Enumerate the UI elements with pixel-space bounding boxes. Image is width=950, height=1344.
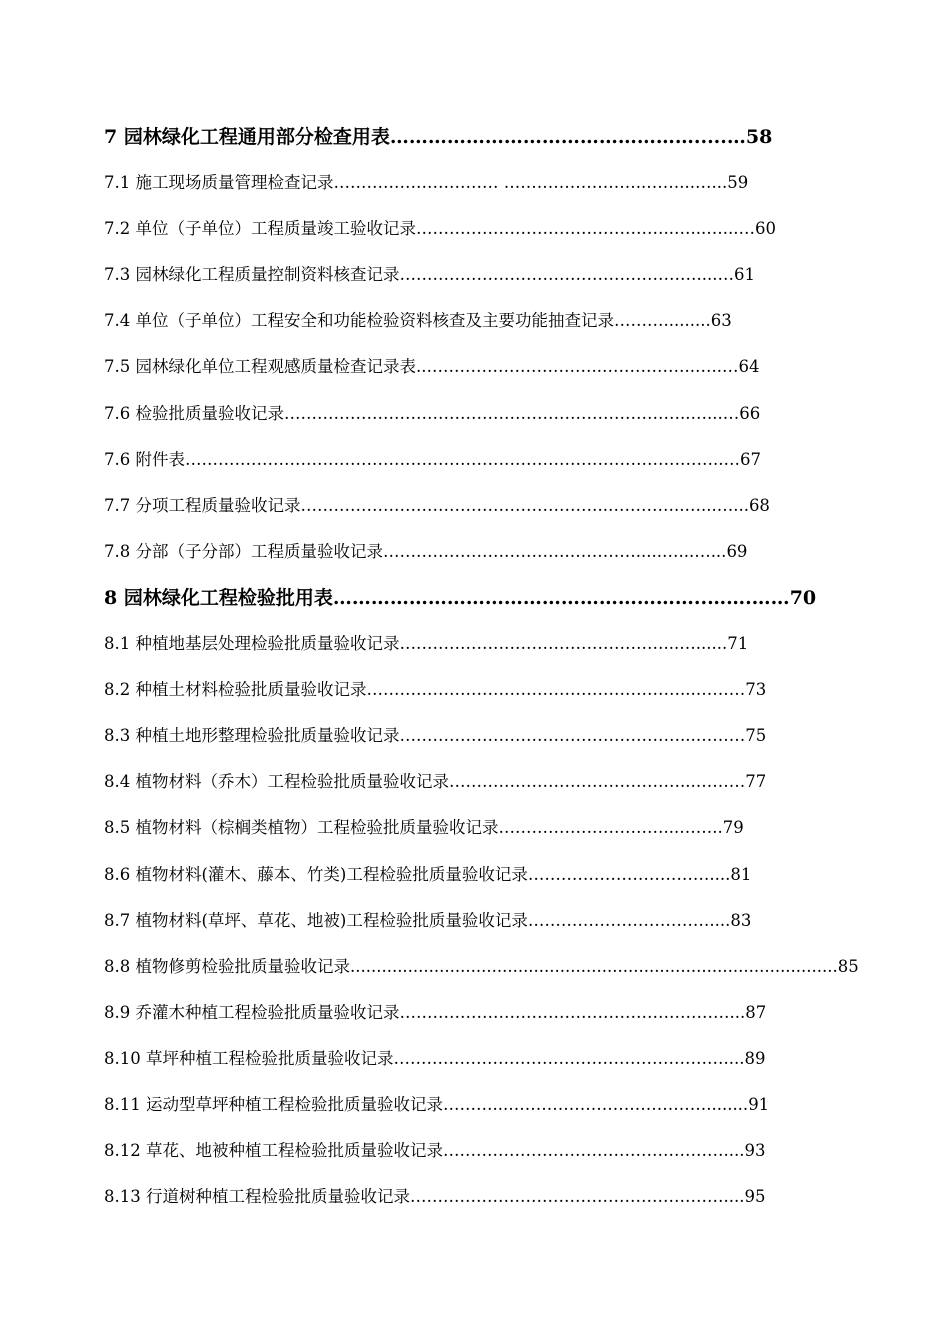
- toc-entry-text: 7.6 附件表……………………………………………………………………………………..…: [104, 449, 740, 469]
- toc-page-number: 63: [710, 311, 732, 331]
- toc-section-8-4[interactable]: [104, 762, 824, 808]
- toc-entry-text: 8.4 植物材料（乔木）工程检验批质量验收记录……………………………………...………: [104, 772, 746, 792]
- toc-page-number: 64: [738, 357, 760, 377]
- toc-page-number: 70: [789, 586, 817, 609]
- toc-section-7-2[interactable]: [104, 209, 824, 255]
- toc-section-8-12[interactable]: [104, 1131, 824, 1177]
- toc-page-number: 79: [722, 818, 744, 838]
- toc-page-number: 93: [744, 1141, 766, 1161]
- toc-entry-text: 7.1 施工现场质量管理检查记录………………………… ……………………..……...…...: [104, 173, 728, 193]
- toc-page-number: 89: [744, 1048, 766, 1068]
- toc-entry-text: 7.5 园林绿化单位工程观感质量检查记录表..…………………………..……………..…..…: [104, 357, 739, 377]
- toc-page-number: 87: [745, 1002, 767, 1022]
- toc-entry-text: 7.6 检验批质量验收记录………………………………………………………………..…...…: [104, 403, 740, 423]
- toc-entry-text: 8.11 运动型草坪种植工程检验批质量验收记录………...………………………………........: [104, 1094, 749, 1114]
- toc-section-8-9[interactable]: [104, 993, 824, 1039]
- toc-page-number: 85: [837, 956, 859, 976]
- toc-page-number: 69: [726, 541, 748, 561]
- toc-entry-text: 7.7 分项工程质量验收记录………………………………………………..…………..…...…...: [104, 495, 749, 515]
- toc-section-7-5[interactable]: [104, 347, 824, 393]
- toc-section-7-4[interactable]: [104, 301, 824, 347]
- toc-section-7-6-appendix[interactable]: [104, 440, 824, 486]
- toc-entry-text: 8.10 草坪种植工程检验批质量验收记录……………………………………………………....: [104, 1048, 745, 1068]
- toc-section-8-2[interactable]: [104, 670, 824, 716]
- toc-entry-text: 7.4 单位（子单位）工程安全和功能检验资料核查及主要功能抽查记录……….........: [104, 311, 711, 331]
- table-of-contents: [104, 117, 859, 1223]
- toc-section-8-11[interactable]: [104, 1085, 824, 1131]
- toc-section-8-13[interactable]: [104, 1177, 824, 1223]
- toc-entry-text: 7.3 园林绿化工程质量控制资料核查记录………………………………………………....…: [104, 265, 734, 285]
- toc-entry-text: 8.13 行道树种植工程检验批质量验收记录…………………………………………………....: [104, 1187, 745, 1207]
- toc-entry-text: 7 园林绿化工程通用部分检查用表………………………………………….....…: [104, 126, 746, 148]
- toc-entry-text: 8.12 草花、地被种植工程检验批质量验收记录……………………………………………....: [104, 1141, 745, 1161]
- toc-entry-text: 8.1 种植地基层处理检验批质量验收记录…………………………………………...…......: [104, 634, 728, 654]
- toc-section-8-8[interactable]: [104, 947, 859, 993]
- toc-page-number: 68: [748, 495, 770, 515]
- toc-entry-text: 8.8 植物修剪检验批质量验收记录.............................................................................................: [104, 956, 838, 976]
- toc-page-number: 60: [754, 219, 776, 239]
- toc-section-7-1[interactable]: [104, 163, 824, 209]
- toc-entry-text: 8 园林绿化工程检验批用表…………………………………………………..…….……: [104, 586, 790, 609]
- toc-page-number: 83: [730, 910, 752, 930]
- toc-entry-text: 8.2 种植土材料检验批质量验收记录…………………………………………………...………: [104, 680, 746, 700]
- toc-entry-text: 8.7 植物材料(草坪、草花、地被)工程检验批质量验收记录……………………………....: [104, 910, 731, 930]
- toc-entry-text: 7.2 单位（子单位）工程质量竣工验收记录………………………………………..…...…...…: [104, 219, 755, 239]
- toc-entry-text: 8.9 乔灌木种植工程检验批质量验收记录……………………………………………………...: [104, 1002, 746, 1022]
- toc-section-7-3[interactable]: [104, 255, 824, 301]
- toc-section-7-8[interactable]: [104, 532, 824, 578]
- toc-section-7-7[interactable]: [104, 486, 824, 532]
- toc-page-number: 59: [727, 173, 749, 193]
- toc-page-number: 66: [739, 403, 761, 423]
- toc-entry-text: 8.6 植物材料(灌木、藤本、竹类)工程检验批质量验收记录……………………………....: [104, 864, 731, 884]
- toc-chapter-7[interactable]: [104, 117, 824, 163]
- toc-section-8-1[interactable]: [104, 624, 824, 670]
- toc-page-number: 91: [748, 1094, 770, 1114]
- toc-section-8-3[interactable]: [104, 716, 824, 762]
- toc-page-number: 61: [733, 265, 755, 285]
- toc-entry-text: 8.5 植物材料（棕榈类植物）工程检验批质量验收记录…………………………...……..: [104, 818, 723, 838]
- toc-page-number: 71: [727, 634, 749, 654]
- toc-chapter-8[interactable]: [104, 578, 824, 624]
- toc-section-8-6[interactable]: [104, 855, 824, 901]
- toc-page-number: 67: [739, 449, 761, 469]
- toc-page-number: 58: [745, 126, 773, 148]
- toc-entry-text: 7.8 分部（子分部）工程质量验收记录…………………………….………….....…...…...: [104, 541, 727, 561]
- toc-page-number: 77: [745, 772, 767, 792]
- toc-entry-text: 8.3 种植土地形整理检验批质量验收记录……………………………………………...………: [104, 726, 746, 746]
- toc-section-8-7[interactable]: [104, 901, 824, 947]
- toc-page-number: 73: [745, 680, 767, 700]
- toc-section-8-5[interactable]: [104, 808, 824, 854]
- toc-page-number: 95: [744, 1187, 766, 1207]
- toc-page-number: 81: [730, 864, 752, 884]
- toc-page-number: 75: [745, 726, 767, 746]
- toc-section-7-6[interactable]: [104, 394, 824, 440]
- toc-section-8-10[interactable]: [104, 1039, 824, 1085]
